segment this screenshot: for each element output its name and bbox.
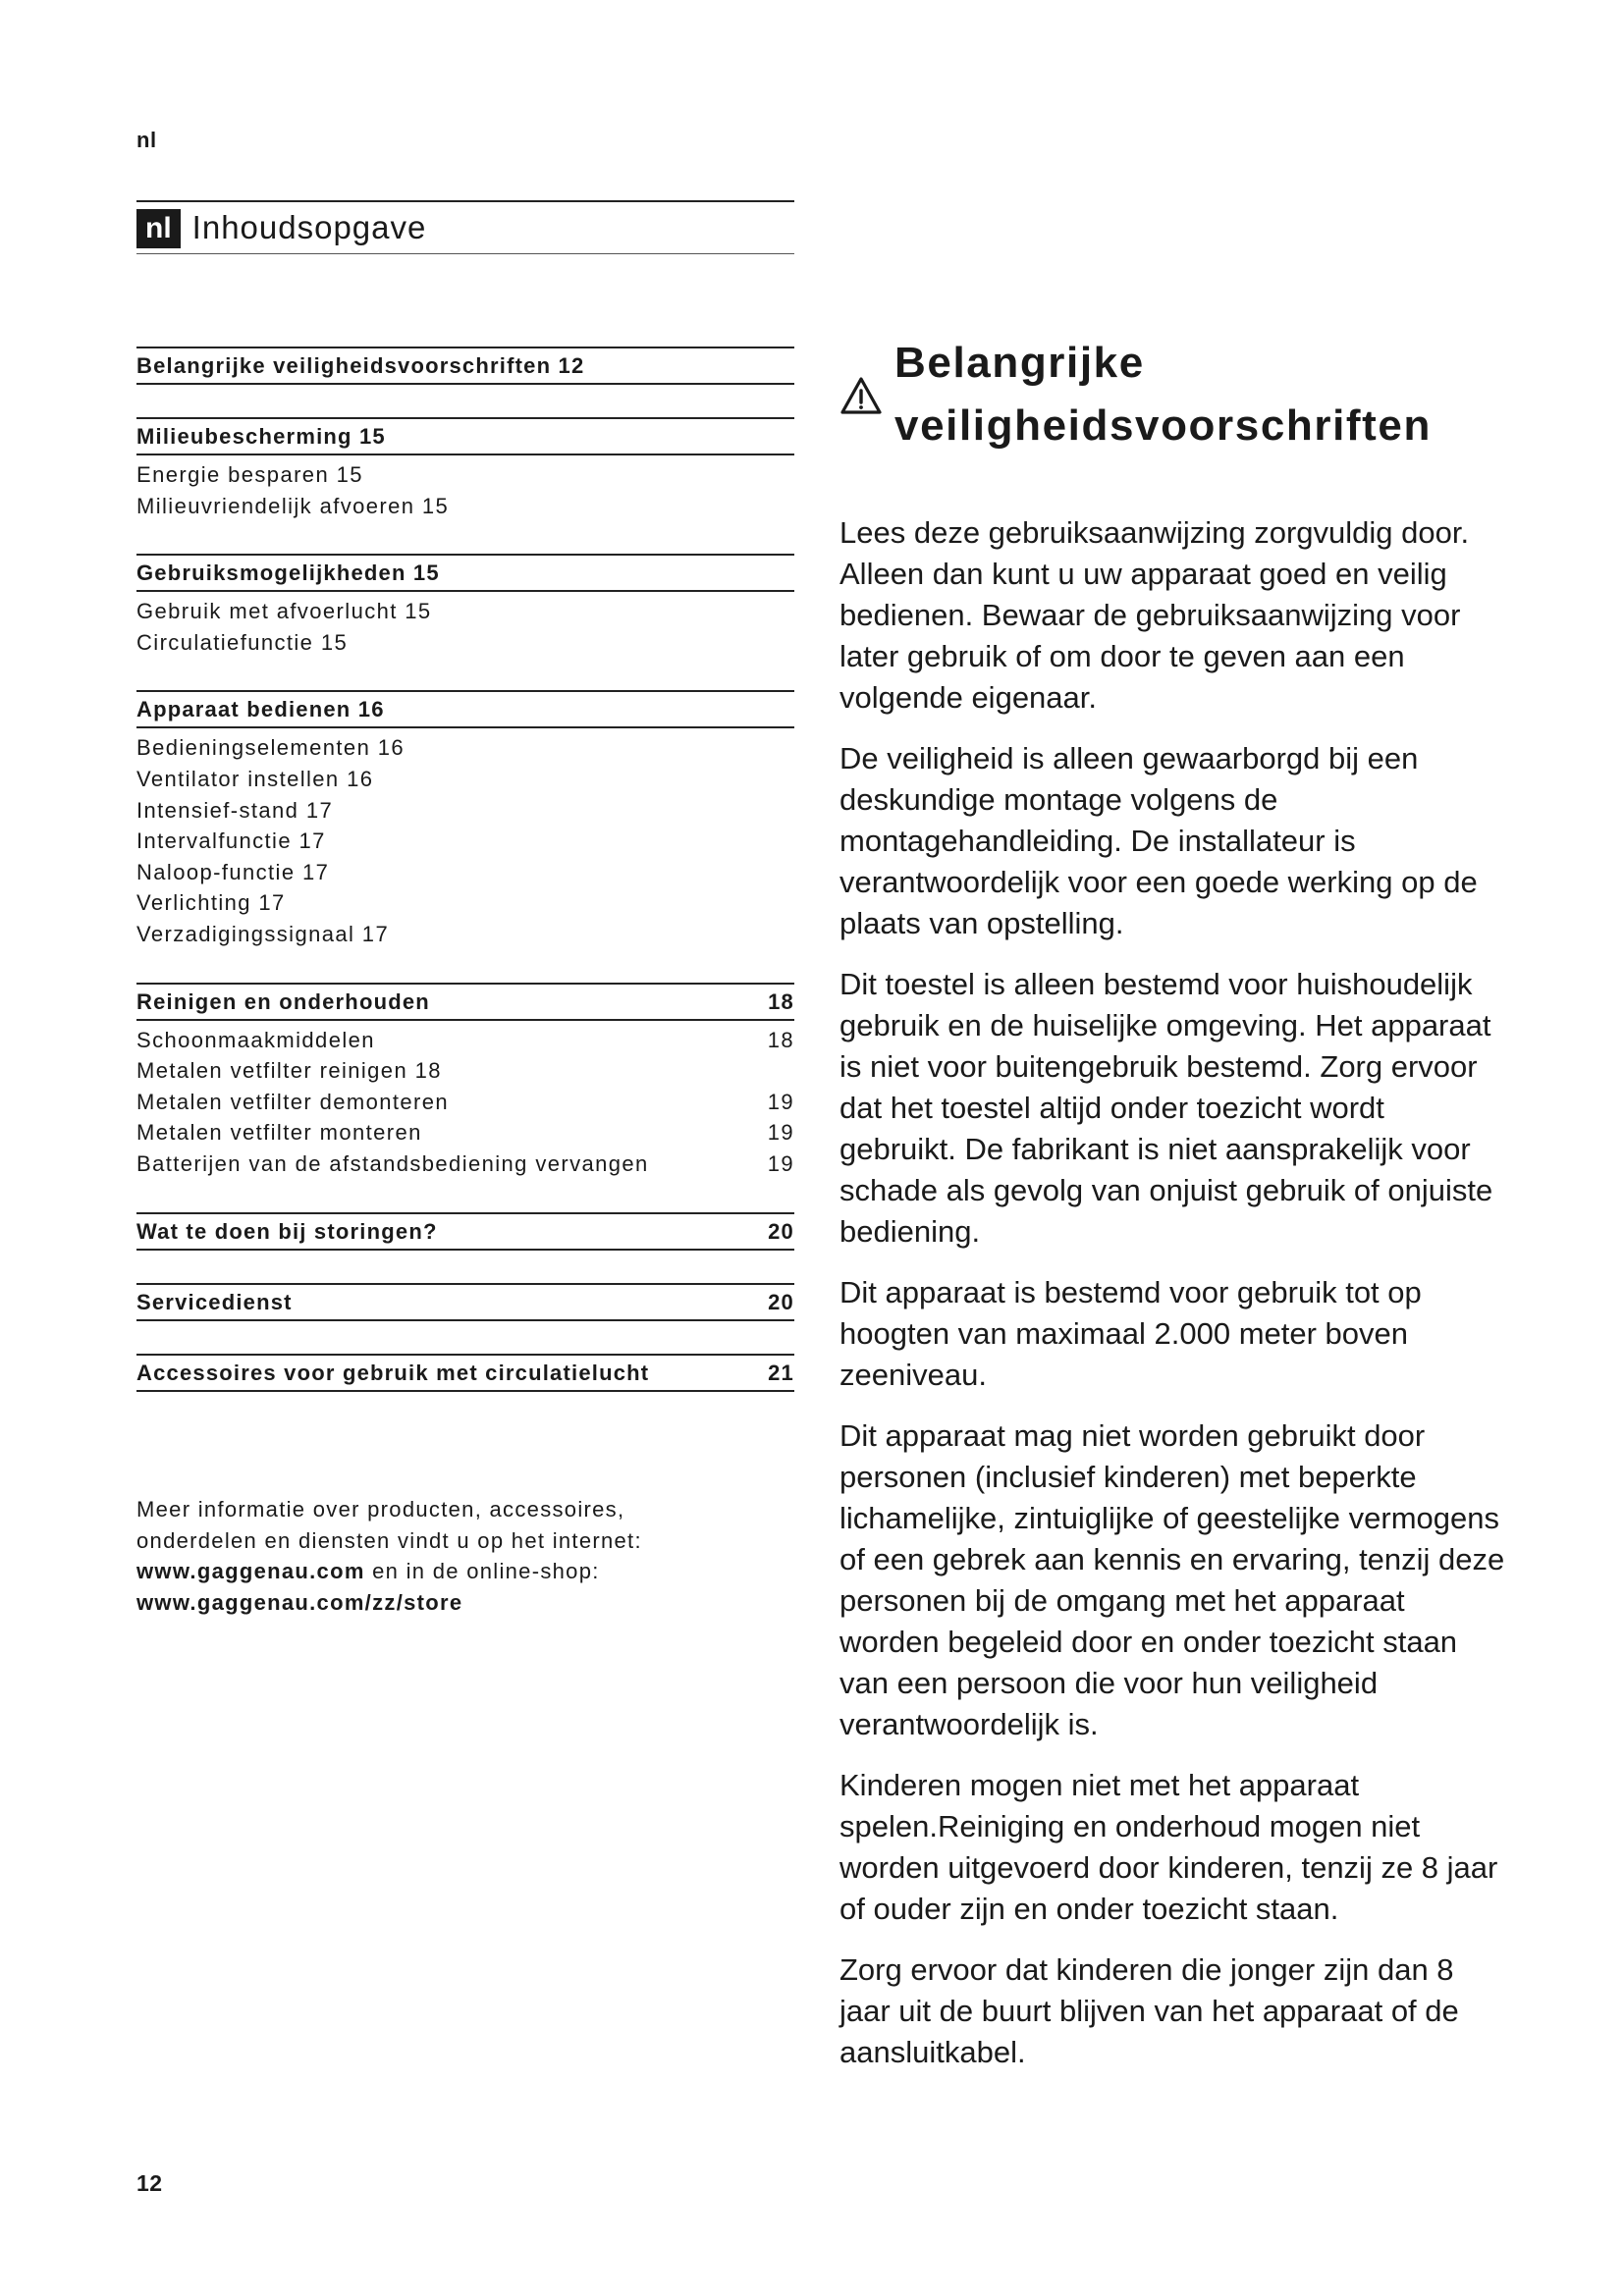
- store-link[interactable]: www.gaggenau.com/zz/store: [136, 1589, 463, 1615]
- info-line-4: [136, 1587, 794, 1619]
- toc-item[interactable]: [136, 887, 794, 919]
- toc-item[interactable]: [136, 1087, 794, 1118]
- toc-section-heading[interactable]: [136, 690, 794, 728]
- toc-header: [136, 200, 794, 254]
- toc-item[interactable]: [136, 596, 794, 627]
- toc-item-list: [136, 732, 794, 949]
- toc-item-page: [771, 919, 794, 950]
- toc-section: [136, 983, 794, 1180]
- toc-item-label: Intervalfunctie 17: [136, 828, 326, 854]
- toc-item-label: Gebruik met afvoerlucht 15: [136, 599, 432, 624]
- toc-item-page: [771, 491, 794, 522]
- toc-section: [136, 554, 794, 658]
- toc-item-page: [771, 887, 794, 919]
- info-line-3: [136, 1556, 794, 1587]
- toc-section-page: [771, 419, 794, 454]
- toc-section: [136, 417, 794, 521]
- toc-section-heading[interactable]: [136, 417, 794, 455]
- toc-item-page: [771, 826, 794, 857]
- toc-item-page: [771, 732, 794, 764]
- toc-item-label: Naloop-functie 17: [136, 859, 330, 884]
- toc-item[interactable]: [136, 764, 794, 795]
- safety-paragraph: De veiligheid is alleen gewaarborgd bij een deskundige montage volgens de montagehandleiding. De installateur is verantwoordelijk voor een goede werking op de plaats van opstelling.: [839, 741, 1478, 940]
- safety-paragraph: Zorg ervoor dat kinderen die jonger zijn dan 8 jaar uit de buurt blijven van het apparaat of de aansluitkabel.: [839, 1952, 1459, 2069]
- toc-item-page: [771, 459, 794, 491]
- toc-section-page: [771, 556, 794, 590]
- toc-item-list: [136, 1025, 794, 1180]
- toc-section: [136, 1354, 794, 1392]
- toc-item-list: [136, 459, 794, 521]
- toc-item-label: Verzadigingssignaal 17: [136, 921, 390, 946]
- toc-section-label: Gebruiksmogelijkheden 15: [136, 561, 440, 586]
- toc-item-label: Metalen vetfilter demonteren: [136, 1089, 450, 1114]
- toc-item-page: [771, 596, 794, 627]
- toc-section-page: 21: [768, 1360, 794, 1385]
- toc-section-label: Belangrijke veiligheidsvoorschriften 12: [136, 353, 585, 378]
- toc-item-label: Batterijen van de afstandsbediening vervangen: [136, 1150, 649, 1176]
- toc-title: Inhoudsopgave: [191, 209, 427, 245]
- toc-item[interactable]: [136, 857, 794, 888]
- toc-section-heading[interactable]: [136, 1283, 794, 1321]
- toc-item-list: [136, 596, 794, 658]
- safety-heading-line-1: Belangrijke: [894, 339, 1145, 387]
- page-number: 12: [136, 2170, 163, 2196]
- toc-item-label: Metalen vetfilter reinigen 18: [136, 1058, 442, 1084]
- toc-item-page: [771, 857, 794, 888]
- toc-item[interactable]: [136, 1117, 794, 1148]
- toc-item[interactable]: [136, 459, 794, 491]
- toc-section-label: Accessoires voor gebruik met circulatielucht: [136, 1360, 650, 1385]
- toc-item-label: Verlichting 17: [136, 890, 286, 916]
- language-badge: nl: [136, 209, 181, 248]
- toc-section-label: Wat te doen bij storingen?: [136, 1218, 438, 1244]
- safety-paragraph: Kinderen mogen niet met het apparaat spelen.Reiniging en onderhoud mogen niet worden uitgevoerd door kinderen, tenzij ze 8 jaar of ouder zijn en onder toezicht staan.: [839, 1768, 1498, 1926]
- toc-item-page: 19: [767, 1089, 794, 1114]
- toc-item-label: Milieuvriendelijk afvoeren 15: [136, 493, 450, 518]
- toc-item[interactable]: [136, 627, 794, 659]
- toc-item[interactable]: [136, 491, 794, 522]
- info-line-3-rest: en in de online-shop:: [364, 1559, 600, 1584]
- toc-section-heading[interactable]: [136, 554, 794, 592]
- toc-item[interactable]: [136, 732, 794, 764]
- info-text: [136, 1494, 794, 1618]
- toc-section: [136, 690, 794, 949]
- table-of-contents: [136, 347, 794, 1424]
- info-line-1: Meer informatie over producten, accessoires,: [136, 1497, 625, 1522]
- toc-item-page: [771, 795, 794, 827]
- safety-paragraph: Dit apparaat mag niet worden gebruikt door personen (inclusief kinderen) met beperkte lichamelijke, zintuiglijke of geestelijke vermogens of een gebrek aan kennis en ervaring, tenzij deze personen bij de omgang met het apparaat worden begeleid door en onder toezicht staan van een persoon die voor hun veiligheid verantwoordelijk is.: [839, 1418, 1505, 1741]
- toc-item-page: 19: [767, 1120, 794, 1146]
- toc-section-label: Reinigen en onderhouden: [136, 988, 430, 1014]
- toc-item-page: [771, 1055, 794, 1087]
- toc-item-label: Circulatiefunctie 15: [136, 629, 349, 655]
- safety-paragraph: Dit apparaat is bestemd voor gebruik tot op hoogten van maximaal 2.000 meter boven zeeniveau.: [839, 1275, 1422, 1392]
- toc-section: [136, 347, 794, 385]
- toc-item-page: 18: [767, 1027, 794, 1052]
- toc-section: [136, 1283, 794, 1321]
- toc-item-label: Energie besparen 15: [136, 462, 363, 487]
- toc-section-heading[interactable]: [136, 983, 794, 1021]
- safety-paragraph: Dit toestel is alleen bestemd voor huishoudelijk gebruik en de huiselijke omgeving. Het apparaat is niet voor buitengebruik bestemd. Zorg ervoor dat het toestel altijd onder toezicht wordt gebruikt. De fabrikant is niet aansprakelijk voor schade als gevolg van onjuist gebruik of onjuiste bediening.: [839, 967, 1493, 1249]
- toc-item[interactable]: [136, 1148, 794, 1180]
- website-link[interactable]: www.gaggenau.com: [136, 1559, 365, 1584]
- toc-section: [136, 1212, 794, 1251]
- toc-section-heading[interactable]: [136, 1212, 794, 1251]
- toc-item[interactable]: [136, 1025, 794, 1056]
- toc-section-page: 20: [768, 1289, 794, 1314]
- language-label: nl: [136, 128, 157, 152]
- toc-section-label: Milieubescherming 15: [136, 424, 386, 449]
- toc-item-label: Metalen vetfilter monteren: [136, 1120, 422, 1146]
- toc-section-page: [771, 692, 794, 726]
- safety-heading-line-2: veiligheidsvoorschriften: [894, 401, 1432, 450]
- warning-icon: [839, 332, 894, 457]
- safety-heading: [839, 332, 1507, 457]
- safety-paragraphs: [839, 512, 1507, 2073]
- toc-section-page: [771, 348, 794, 383]
- toc-item-label: Bedieningselementen 16: [136, 735, 405, 761]
- safety-paragraph: Lees deze gebruiksaanwijzing zorgvuldig door. Alleen dan kunt u uw apparaat goed en veilig bedienen. Bewaar de gebruiksaanwijzing voor later gebruik of om door te geven aan een volgende eigenaar.: [839, 515, 1470, 715]
- info-line-2: onderdelen en diensten vindt u op het internet:: [136, 1527, 642, 1553]
- toc-item-page: 19: [767, 1150, 794, 1176]
- toc-item[interactable]: [136, 919, 794, 950]
- toc-item[interactable]: [136, 1055, 794, 1087]
- toc-item-label: Schoonmaakmiddelen: [136, 1027, 375, 1052]
- safety-section: [839, 332, 1507, 2093]
- toc-section-label: Servicedienst: [136, 1289, 293, 1314]
- toc-item-label: Intensief-stand 17: [136, 797, 334, 823]
- toc-section-heading[interactable]: [136, 347, 794, 385]
- toc-section-heading[interactable]: [136, 1354, 794, 1392]
- toc-section-page: 20: [768, 1218, 794, 1244]
- toc-item-page: [771, 627, 794, 659]
- toc-section-label: Apparaat bedienen 16: [136, 697, 385, 722]
- toc-item-label: Ventilator instellen 16: [136, 766, 374, 791]
- toc-item[interactable]: [136, 826, 794, 857]
- toc-item[interactable]: [136, 795, 794, 827]
- toc-section-page: 18: [768, 988, 794, 1014]
- toc-item-page: [771, 764, 794, 795]
